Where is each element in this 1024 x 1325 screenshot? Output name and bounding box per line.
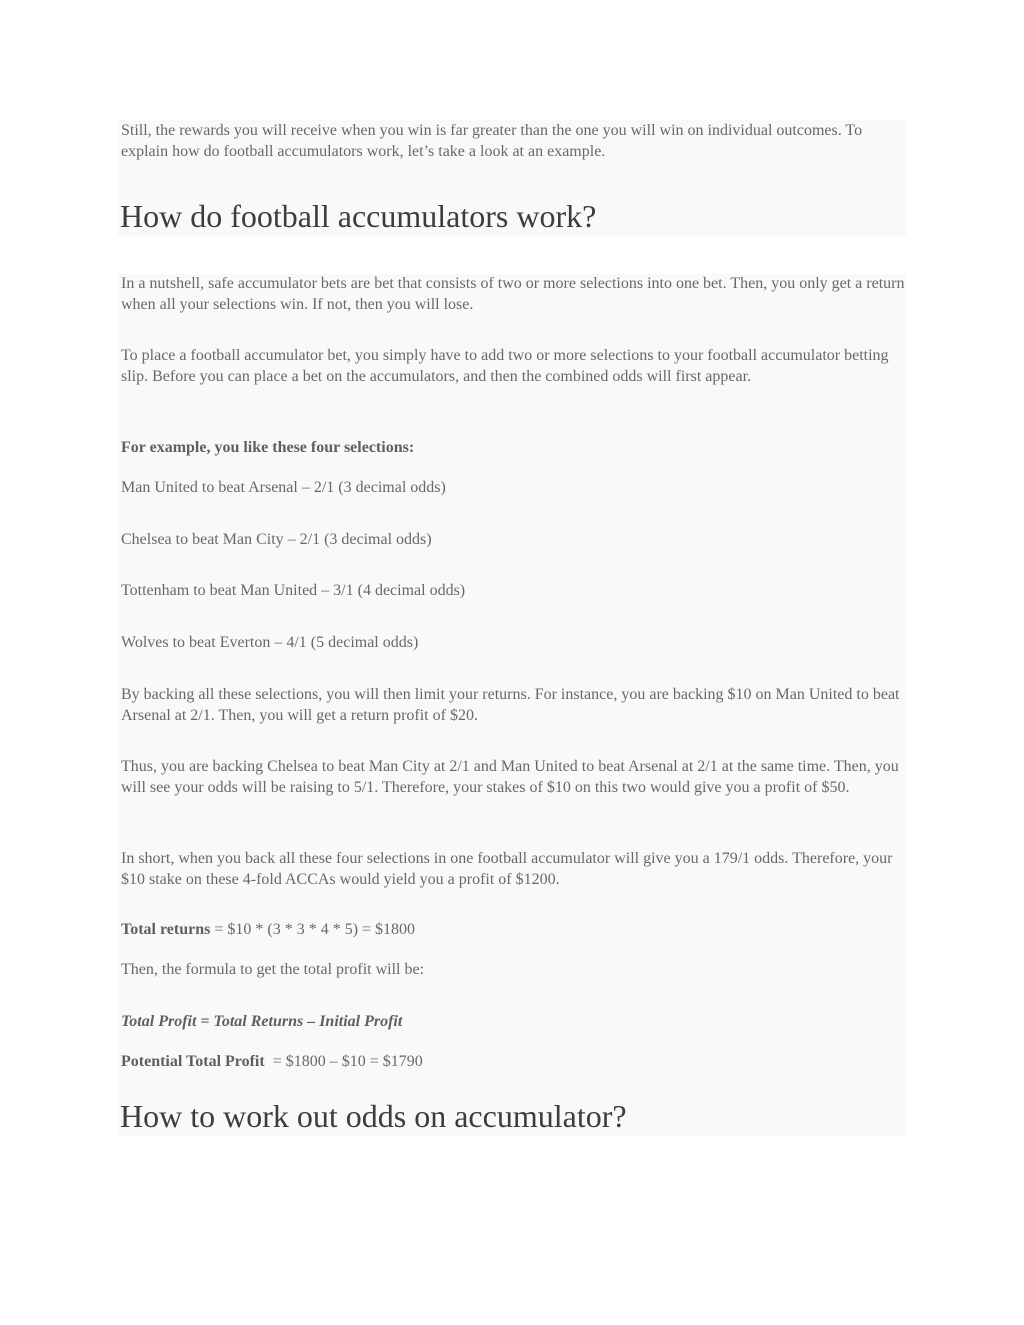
- selection-item-2: Chelsea to beat Man City – 2/1 (3 decimal odds): [121, 531, 432, 548]
- paragraph-backing: By backing all these selections, you will then limit your returns. For instance, you are backing $10 on Man United to beat Arsenal at 2/1. Then, you will get a return profit of $20.: [121, 686, 900, 724]
- example-intro-text: For example, you like these four selections:: [121, 439, 415, 456]
- total-returns-label: Total returns: [121, 921, 211, 938]
- total-returns-line: [121, 920, 905, 941]
- paragraph-in-short: In short, when you back all these four selections in one football accumulator will give you a 179/1 odds. Therefore, your $10 stake on these 4-fold ACCAs would yield you a profit of $1200.: [121, 850, 893, 888]
- paragraph-thus: Thus, you are backing Chelsea to beat Man City at 2/1 and Man United to beat Arsenal at 2/1 at the same time. Then, you will see your odds will be raising to 5/1. Therefore, your stakes of $10 on this two would give you a profit of $50.: [121, 758, 899, 796]
- heading-work-out-odds: How to work out odds on accumulator?: [120, 1098, 627, 1134]
- paragraph-formula-intro: Then, the formula to get the total profit will be:: [121, 961, 425, 978]
- potential-profit-label: Potential Total Profit: [121, 1053, 265, 1070]
- potential-profit-value: = $1800 – $10 = $1790: [264, 1053, 423, 1070]
- selection-item-1: Man United to beat Arsenal – 2/1 (3 decimal odds): [121, 479, 446, 496]
- selection-item-3: Tottenham to beat Man United – 3/1 (4 decimal odds): [121, 582, 466, 599]
- profit-formula-text: Total Profit = Total Returns – Initial Profit: [121, 1013, 403, 1030]
- paragraph-example-intro: [121, 438, 905, 459]
- heading-how-football-accumulators-work: How do football accumulators work?: [120, 198, 597, 234]
- paragraph-nutshell: In a nutshell, safe accumulator bets are bet that consists of two or more selections into one bet. Then, you only get a return when all your selections win. If not, then you will lose.: [121, 275, 905, 313]
- potential-profit-line: [121, 1052, 905, 1073]
- paragraph-intro: Still, the rewards you will receive when you win is far greater than the one you will win on individual outcomes. To explain how do football accumulators work, let’s take a look at an example.: [121, 122, 863, 160]
- profit-formula-line: [121, 1012, 905, 1033]
- selection-item-4: Wolves to beat Everton – 4/1 (5 decimal odds): [121, 634, 419, 651]
- total-returns-value: = $10 * (3 * 3 * 4 * 5) = $1800: [210, 921, 416, 938]
- paragraph-place-bet: To place a football accumulator bet, you simply have to add two or more selections to your football accumulator betting slip. Before you can place a bet on the accumulators, and then the combined odds will first appear.: [121, 347, 889, 385]
